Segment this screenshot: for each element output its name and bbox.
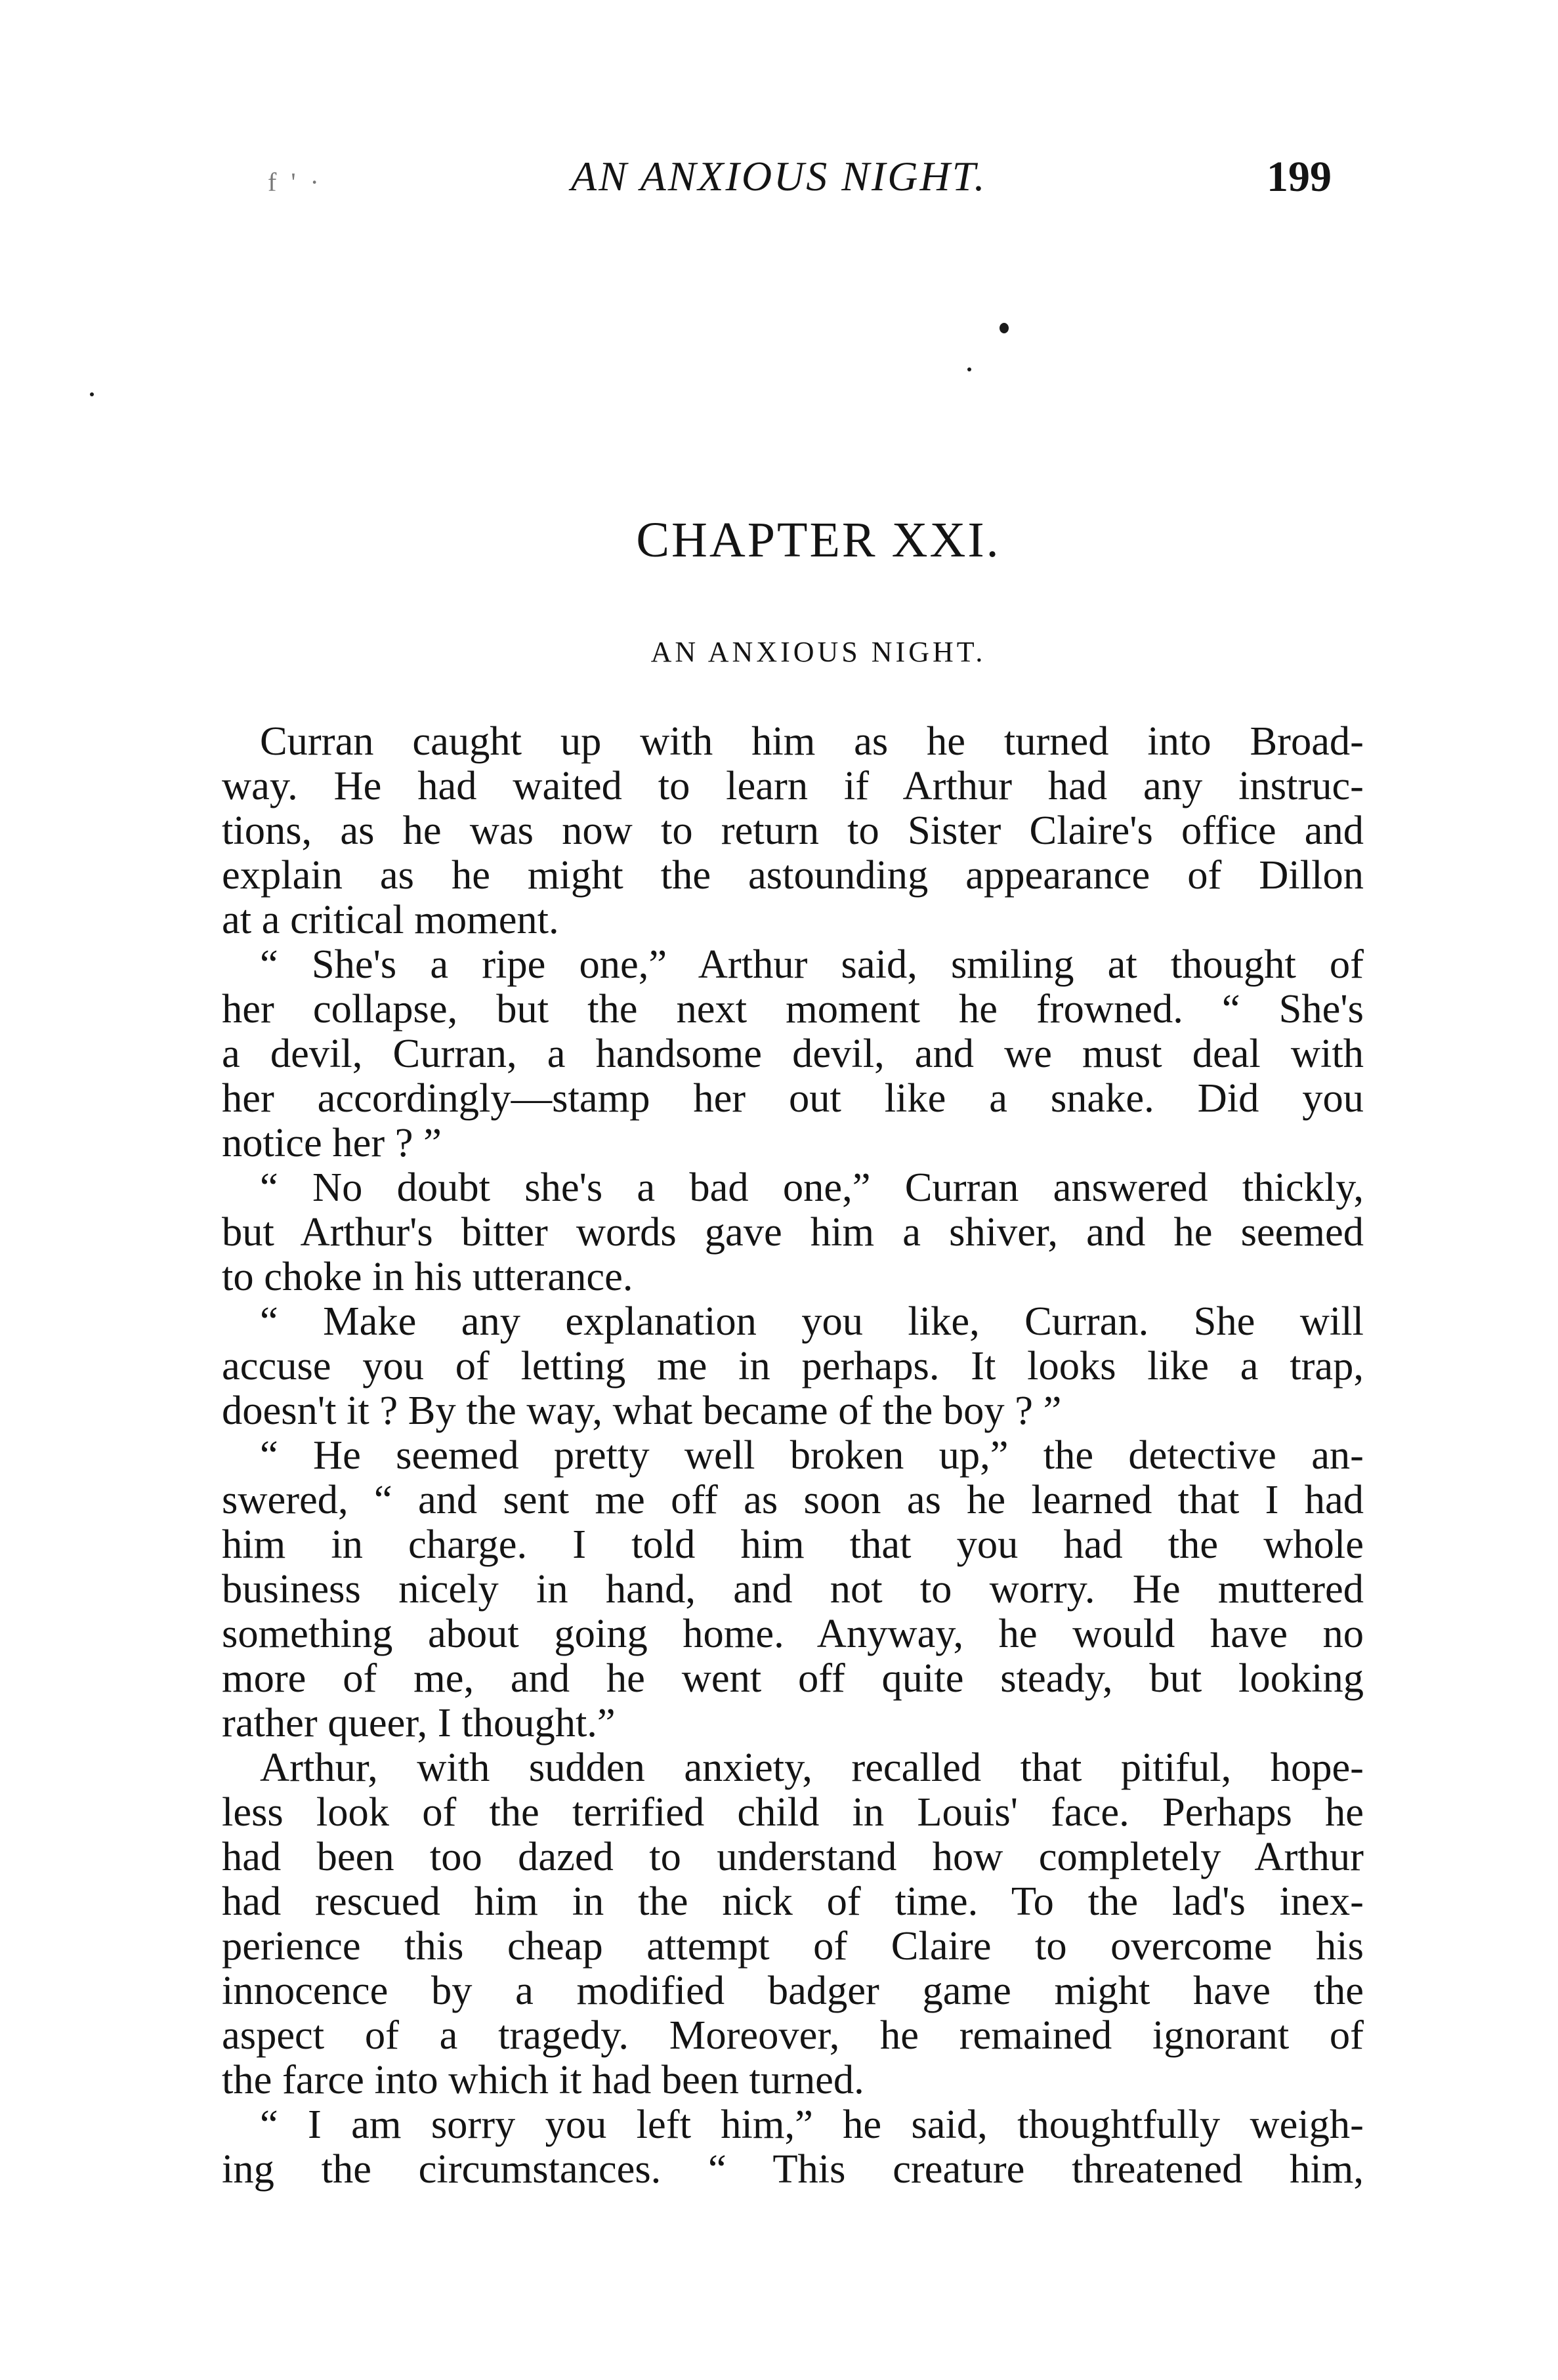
text-line: her collapse, but the next moment he frowned. “ She's — [222, 986, 1364, 1032]
text-line: tions, as he was now to return to Sister Claire's office and — [222, 807, 1364, 853]
text-line: at a critical moment. — [222, 896, 559, 942]
text-line: rather queer, I thought.” — [222, 1700, 616, 1745]
chapter-subtitle: AN ANXIOUS NIGHT. — [650, 636, 986, 668]
header-ink-mark: f ' · — [268, 167, 323, 197]
body-text — [222, 719, 1364, 2191]
text-line: less look of the terrified child in Louis' face. Perhaps he — [222, 1789, 1364, 1835]
text-line: a devil, Curran, a handsome devil, and we must deal with — [222, 1030, 1364, 1076]
ink-speck — [1000, 323, 1009, 333]
text-line: but Arthur's bitter words gave him a shiver, and he seemed — [222, 1209, 1364, 1255]
text-line: “ He seemed pretty well broken up,” the detective an- — [260, 1432, 1364, 1478]
running-title: AN ANXIOUS NIGHT. — [571, 153, 987, 199]
text-line: “ She's a ripe one,” Arthur said, smiling at thought of — [260, 941, 1364, 987]
text-line: business nicely in hand, and not to worry. He muttered — [222, 1566, 1364, 1612]
text-line: had rescued him in the nick of time. To the lad's inex- — [222, 1878, 1364, 1924]
ink-speck — [90, 392, 94, 396]
text-line: swered, “ and sent me off as soon as he learned that I had — [222, 1476, 1364, 1522]
ink-speck — [967, 367, 971, 371]
text-line: him in charge. I told him that you had the whole — [222, 1521, 1364, 1567]
page-number: 199 — [1267, 153, 1332, 201]
text-line: more of me, and he went off quite steady, but looking — [222, 1655, 1364, 1701]
text-line: notice her ? ” — [222, 1119, 442, 1165]
running-header — [0, 152, 1558, 205]
text-line: “ No doubt she's a bad one,” Curran answered thickly, — [260, 1164, 1364, 1210]
text-line: her accordingly—stamp her out like a snake. Did you — [222, 1075, 1364, 1121]
text-line: perience this cheap attempt of Claire to overcome his — [222, 1923, 1364, 1969]
text-line: something about going home. Anyway, he would have no — [222, 1610, 1364, 1656]
text-line: explain as he might the astounding appearance of Dillon — [222, 852, 1364, 898]
chapter-title: CHAPTER XXI. — [636, 512, 1001, 568]
text-line: way. He had waited to learn if Arthur had any instruc- — [222, 762, 1364, 808]
text-line: Curran caught up with him as he turned into Broad- — [260, 718, 1364, 764]
text-line: Arthur, with sudden anxiety, recalled that pitiful, hope- — [260, 1744, 1364, 1790]
text-line: “ I am sorry you left him,” he said, thoughtfully weigh- — [260, 2101, 1364, 2147]
text-line: accuse you of letting me in perhaps. It looks like a trap, — [222, 1343, 1364, 1388]
text-line: had been too dazed to understand how completely Arthur — [222, 1833, 1364, 1879]
text-line: doesn't it ? By the way, what became of the boy ? ” — [222, 1387, 1062, 1433]
text-line: to choke in his utterance. — [222, 1253, 633, 1299]
text-line: ing the circumstances. “ This creature threatened him, — [222, 2146, 1364, 2192]
text-line: the farce into which it had been turned. — [222, 2056, 864, 2102]
text-line: innocence by a modified badger game might have the — [222, 1967, 1364, 2013]
text-line: aspect of a tragedy. Moreover, he remained ignorant of — [222, 2012, 1364, 2058]
text-line: “ Make any explanation you like, Curran. She will — [260, 1298, 1364, 1344]
